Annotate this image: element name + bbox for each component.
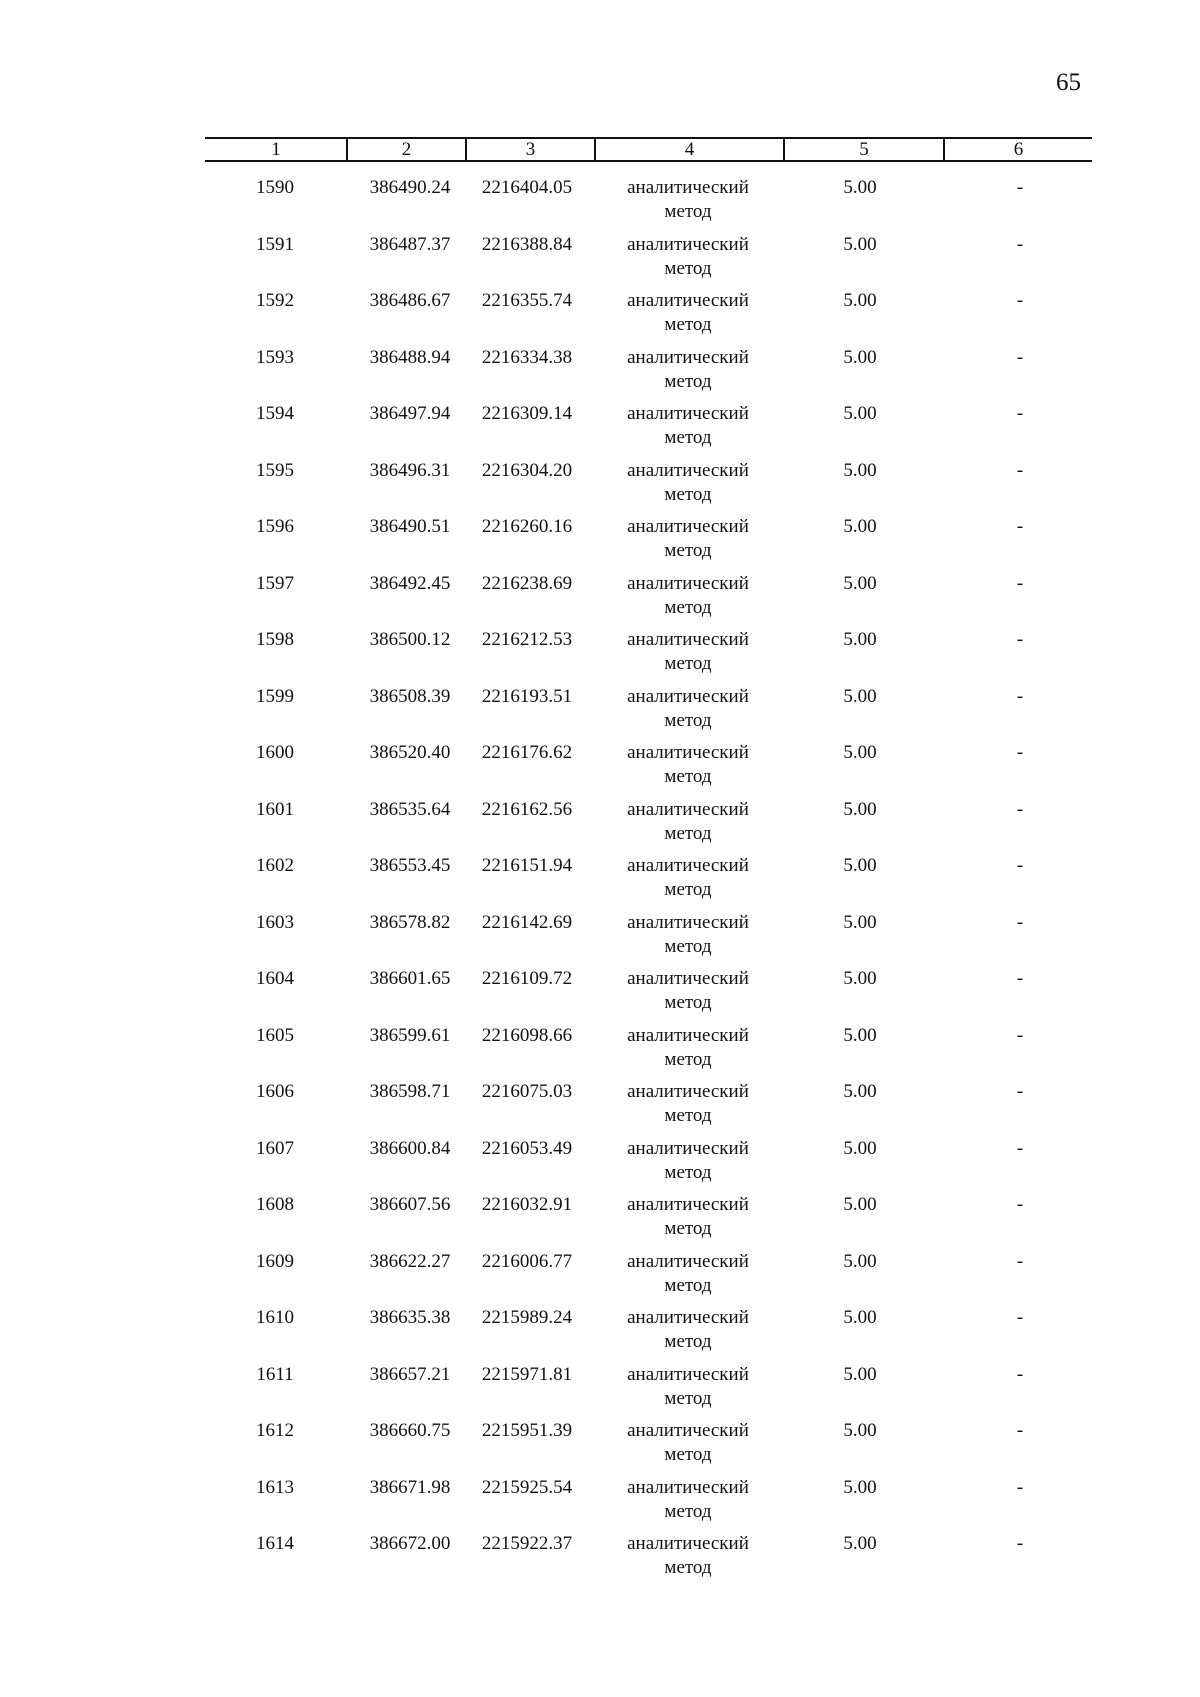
- method-line-1: аналитический: [627, 1138, 749, 1159]
- x-coordinate: 386488.94: [369, 347, 451, 368]
- accuracy-value: 5.00: [843, 1307, 877, 1328]
- table-row: [0, 346, 1200, 402]
- table-row: [0, 798, 1200, 854]
- y-coordinate: 2216151.94: [481, 855, 573, 876]
- point-number: 1612: [256, 1420, 294, 1441]
- table-row: [0, 572, 1200, 628]
- accuracy-value: 5.00: [843, 1364, 877, 1385]
- accuracy-value: 5.00: [843, 1138, 877, 1159]
- y-coordinate: 2216388.84: [481, 234, 573, 255]
- method-cell: [603, 1306, 773, 1354]
- method-line-1: аналитический: [627, 855, 749, 876]
- accuracy-value: 5.00: [843, 290, 877, 311]
- method-line-2: метод: [664, 1275, 712, 1296]
- point-number: 1593: [256, 347, 294, 368]
- accuracy-value: 5.00: [843, 403, 877, 424]
- method-cell: [603, 402, 773, 450]
- method-cell: [603, 685, 773, 733]
- table-row: [0, 176, 1200, 232]
- x-coordinate: 386500.12: [369, 629, 451, 650]
- point-number: 1596: [256, 516, 294, 537]
- method-line-1: аналитический: [627, 1081, 749, 1102]
- method-cell: [603, 572, 773, 620]
- method-line-2: метод: [664, 314, 712, 335]
- x-coordinate: 386578.82: [369, 912, 451, 933]
- table-row: [0, 911, 1200, 967]
- method-line-2: метод: [664, 823, 712, 844]
- note-value: -: [1016, 1194, 1024, 1215]
- table-row: [0, 741, 1200, 797]
- y-coordinate: 2215922.37: [481, 1533, 573, 1554]
- method-line-1: аналитический: [627, 573, 749, 594]
- method-cell: [603, 1532, 773, 1580]
- method-line-2: метод: [664, 258, 712, 279]
- method-line-2: метод: [664, 992, 712, 1013]
- y-coordinate: 2216006.77: [481, 1251, 573, 1272]
- method-line-2: метод: [664, 766, 712, 787]
- accuracy-value: 5.00: [843, 460, 877, 481]
- accuracy-value: 5.00: [843, 686, 877, 707]
- point-number: 1590: [256, 177, 294, 198]
- x-coordinate: 386490.24: [369, 177, 451, 198]
- method-line-1: аналитический: [627, 1364, 749, 1385]
- x-coordinate: 386487.37: [369, 234, 451, 255]
- x-coordinate: 386657.21: [369, 1364, 451, 1385]
- point-number: 1609: [256, 1251, 294, 1272]
- method-cell: [603, 741, 773, 789]
- method-cell: [603, 1476, 773, 1524]
- method-line-2: метод: [664, 1105, 712, 1126]
- method-cell: [603, 1137, 773, 1185]
- x-coordinate: 386598.71: [369, 1081, 451, 1102]
- column-header-3: 3: [525, 139, 536, 160]
- table-row: [0, 1080, 1200, 1136]
- accuracy-value: 5.00: [843, 855, 877, 876]
- accuracy-value: 5.00: [843, 1025, 877, 1046]
- note-value: -: [1016, 855, 1024, 876]
- note-value: -: [1016, 290, 1024, 311]
- note-value: -: [1016, 1477, 1024, 1498]
- point-number: 1604: [256, 968, 294, 989]
- x-coordinate: 386492.45: [369, 573, 451, 594]
- accuracy-value: 5.00: [843, 516, 877, 537]
- method-cell: [603, 911, 773, 959]
- note-value: -: [1016, 347, 1024, 368]
- x-coordinate: 386553.45: [369, 855, 451, 876]
- table-row: [0, 854, 1200, 910]
- y-coordinate: 2215989.24: [481, 1307, 573, 1328]
- accuracy-value: 5.00: [843, 1081, 877, 1102]
- x-coordinate: 386535.64: [369, 799, 451, 820]
- method-cell: [603, 967, 773, 1015]
- method-line-1: аналитический: [627, 799, 749, 820]
- method-line-2: метод: [664, 653, 712, 674]
- note-value: -: [1016, 1025, 1024, 1046]
- point-number: 1613: [256, 1477, 294, 1498]
- method-cell: [603, 854, 773, 902]
- y-coordinate: 2216075.03: [481, 1081, 573, 1102]
- y-coordinate: 2216238.69: [481, 573, 573, 594]
- note-value: -: [1016, 234, 1024, 255]
- method-cell: [603, 1080, 773, 1128]
- accuracy-value: 5.00: [843, 347, 877, 368]
- y-coordinate: 2216304.20: [481, 460, 573, 481]
- method-line-1: аналитический: [627, 1025, 749, 1046]
- y-coordinate: 2216142.69: [481, 912, 573, 933]
- method-line-2: метод: [664, 371, 712, 392]
- y-coordinate: 2215971.81: [481, 1364, 573, 1385]
- note-value: -: [1016, 799, 1024, 820]
- method-line-2: метод: [664, 1501, 712, 1522]
- note-value: -: [1016, 1081, 1024, 1102]
- note-value: -: [1016, 1138, 1024, 1159]
- method-cell: [603, 233, 773, 281]
- method-line-2: метод: [664, 427, 712, 448]
- method-line-1: аналитический: [627, 629, 749, 650]
- accuracy-value: 5.00: [843, 1420, 877, 1441]
- method-line-2: метод: [664, 1388, 712, 1409]
- accuracy-value: 5.00: [843, 573, 877, 594]
- table-row: [0, 1137, 1200, 1193]
- x-coordinate: 386635.38: [369, 1307, 451, 1328]
- y-coordinate: 2216176.62: [481, 742, 573, 763]
- point-number: 1599: [256, 686, 294, 707]
- x-coordinate: 386486.67: [369, 290, 451, 311]
- y-coordinate: 2216334.38: [481, 347, 573, 368]
- method-line-1: аналитический: [627, 347, 749, 368]
- x-coordinate: 386601.65: [369, 968, 451, 989]
- y-coordinate: 2216212.53: [481, 629, 573, 650]
- accuracy-value: 5.00: [843, 629, 877, 650]
- y-coordinate: 2216309.14: [481, 403, 573, 424]
- note-value: -: [1016, 1251, 1024, 1272]
- method-cell: [603, 346, 773, 394]
- method-line-1: аналитический: [627, 1194, 749, 1215]
- table-row: [0, 685, 1200, 741]
- x-coordinate: 386496.31: [369, 460, 451, 481]
- table-row: [0, 459, 1200, 515]
- y-coordinate: 2216053.49: [481, 1138, 573, 1159]
- method-line-2: метод: [664, 1331, 712, 1352]
- column-header-2: 2: [401, 139, 412, 160]
- x-coordinate: 386671.98: [369, 1477, 451, 1498]
- method-line-2: метод: [664, 540, 712, 561]
- point-number: 1614: [256, 1533, 294, 1554]
- x-coordinate: 386660.75: [369, 1420, 451, 1441]
- point-number: 1597: [256, 573, 294, 594]
- y-coordinate: 2216109.72: [481, 968, 573, 989]
- method-line-2: метод: [664, 1557, 712, 1578]
- accuracy-value: 5.00: [843, 799, 877, 820]
- accuracy-value: 5.00: [843, 177, 877, 198]
- note-value: -: [1016, 1364, 1024, 1385]
- point-number: 1598: [256, 629, 294, 650]
- method-line-1: аналитический: [627, 1533, 749, 1554]
- table-row: [0, 1193, 1200, 1249]
- y-coordinate: 2216260.16: [481, 516, 573, 537]
- method-line-1: аналитический: [627, 742, 749, 763]
- y-coordinate: 2216032.91: [481, 1194, 573, 1215]
- method-line-1: аналитический: [627, 177, 749, 198]
- x-coordinate: 386497.94: [369, 403, 451, 424]
- note-value: -: [1016, 573, 1024, 594]
- accuracy-value: 5.00: [843, 234, 877, 255]
- point-number: 1603: [256, 912, 294, 933]
- table-row: [0, 1250, 1200, 1306]
- method-line-2: метод: [664, 597, 712, 618]
- method-line-1: аналитический: [627, 460, 749, 481]
- table-row: [0, 515, 1200, 571]
- x-coordinate: 386490.51: [369, 516, 451, 537]
- y-coordinate: 2216355.74: [481, 290, 573, 311]
- method-cell: [603, 515, 773, 563]
- accuracy-value: 5.00: [843, 1194, 877, 1215]
- point-number: 1606: [256, 1081, 294, 1102]
- method-cell: [603, 459, 773, 507]
- method-line-1: аналитический: [627, 912, 749, 933]
- method-line-1: аналитический: [627, 403, 749, 424]
- column-header-5: 5: [859, 139, 869, 160]
- method-line-1: аналитический: [627, 290, 749, 311]
- y-coordinate: 2216193.51: [481, 686, 573, 707]
- x-coordinate: 386672.00: [369, 1533, 451, 1554]
- method-line-1: аналитический: [627, 1477, 749, 1498]
- point-number: 1610: [256, 1307, 294, 1328]
- method-cell: [603, 289, 773, 337]
- column-header-6: 6: [1013, 139, 1024, 160]
- point-number: 1602: [256, 855, 294, 876]
- method-line-2: метод: [664, 201, 712, 222]
- point-number: 1608: [256, 1194, 294, 1215]
- method-cell: [603, 798, 773, 846]
- point-number: 1600: [256, 742, 294, 763]
- table-row: [0, 402, 1200, 458]
- point-number: 1592: [256, 290, 294, 311]
- point-number: 1594: [256, 403, 294, 424]
- method-line-1: аналитический: [627, 1251, 749, 1272]
- column-header-1: 1: [271, 139, 281, 160]
- accuracy-value: 5.00: [843, 742, 877, 763]
- method-line-1: аналитический: [627, 686, 749, 707]
- x-coordinate: 386607.56: [369, 1194, 451, 1215]
- method-cell: [603, 1024, 773, 1072]
- note-value: -: [1016, 629, 1024, 650]
- method-cell: [603, 1250, 773, 1298]
- table-row: [0, 628, 1200, 684]
- table-row: [0, 1363, 1200, 1419]
- method-line-2: метод: [664, 1049, 712, 1070]
- accuracy-value: 5.00: [843, 1251, 877, 1272]
- method-line-1: аналитический: [627, 968, 749, 989]
- table-row: [0, 967, 1200, 1023]
- method-line-1: аналитический: [627, 516, 749, 537]
- accuracy-value: 5.00: [843, 968, 877, 989]
- method-line-2: метод: [664, 710, 712, 731]
- method-line-2: метод: [664, 936, 712, 957]
- accuracy-value: 5.00: [843, 1533, 877, 1554]
- method-line-1: аналитический: [627, 234, 749, 255]
- method-line-2: метод: [664, 879, 712, 900]
- point-number: 1601: [256, 799, 294, 820]
- method-line-2: метод: [664, 484, 712, 505]
- method-line-1: аналитический: [627, 1420, 749, 1441]
- method-line-2: метод: [664, 1444, 712, 1465]
- point-number: 1605: [256, 1025, 294, 1046]
- note-value: -: [1016, 403, 1024, 424]
- note-value: -: [1016, 742, 1024, 763]
- x-coordinate: 386520.40: [369, 742, 451, 763]
- column-header-4: 4: [684, 139, 695, 160]
- table-row: [0, 1419, 1200, 1475]
- table-row: [0, 289, 1200, 345]
- method-cell: [603, 1363, 773, 1411]
- table-row: [0, 1024, 1200, 1080]
- x-coordinate: 386508.39: [369, 686, 451, 707]
- table-row: [0, 1532, 1200, 1588]
- x-coordinate: 386599.61: [369, 1025, 451, 1046]
- method-cell: [603, 628, 773, 676]
- table-header: [205, 137, 1092, 162]
- point-number: 1607: [256, 1138, 294, 1159]
- note-value: -: [1016, 460, 1024, 481]
- point-number: 1611: [256, 1364, 294, 1385]
- table-row: [0, 233, 1200, 289]
- note-value: -: [1016, 1533, 1024, 1554]
- note-value: -: [1016, 968, 1024, 989]
- note-value: -: [1016, 912, 1024, 933]
- method-cell: [603, 1419, 773, 1467]
- y-coordinate: 2215925.54: [481, 1477, 573, 1498]
- point-number: 1591: [256, 234, 294, 255]
- note-value: -: [1016, 1420, 1024, 1441]
- method-cell: [603, 1193, 773, 1241]
- table-row: [0, 1476, 1200, 1532]
- method-line-1: аналитический: [627, 1307, 749, 1328]
- x-coordinate: 386600.84: [369, 1138, 451, 1159]
- note-value: -: [1016, 1307, 1024, 1328]
- y-coordinate: 2216098.66: [481, 1025, 573, 1046]
- method-line-2: метод: [664, 1218, 712, 1239]
- note-value: -: [1016, 686, 1024, 707]
- y-coordinate: 2216404.05: [481, 177, 573, 198]
- accuracy-value: 5.00: [843, 1477, 877, 1498]
- table-row: [0, 1306, 1200, 1362]
- point-number: 1595: [256, 460, 294, 481]
- y-coordinate: 2215951.39: [481, 1420, 573, 1441]
- method-cell: [603, 176, 773, 224]
- page-number: 65: [1056, 69, 1081, 96]
- y-coordinate: 2216162.56: [481, 799, 573, 820]
- accuracy-value: 5.00: [843, 912, 877, 933]
- note-value: -: [1016, 177, 1024, 198]
- note-value: -: [1016, 516, 1024, 537]
- method-line-2: метод: [664, 1162, 712, 1183]
- x-coordinate: 386622.27: [369, 1251, 451, 1272]
